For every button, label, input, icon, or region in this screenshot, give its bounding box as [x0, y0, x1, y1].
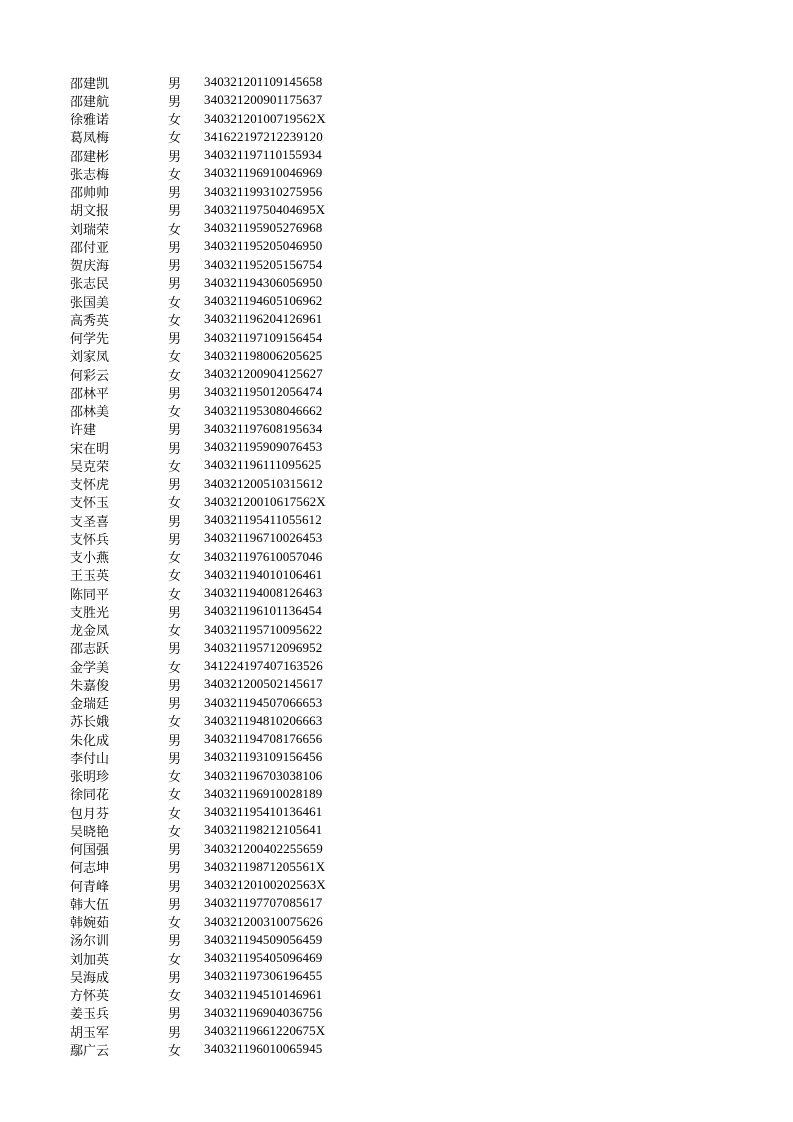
record-name: 吴克荣: [70, 459, 110, 475]
record-row: [70, 785, 410, 803]
record-name: 邵林美: [70, 405, 110, 421]
record-id-number: 340321200901175637: [204, 92, 323, 108]
record-name: 何青峰: [70, 879, 110, 895]
record-row: [70, 821, 410, 839]
record-id-number: 340321195411055612: [204, 512, 322, 528]
record-name: 宋在明: [70, 441, 110, 457]
record-gender: 男: [168, 861, 182, 877]
record-row: [70, 256, 410, 274]
record-name: 龙金凤: [70, 624, 110, 640]
record-name: 朱嘉俊: [70, 678, 110, 694]
record-name: 姜玉兵: [70, 1007, 110, 1023]
record-id-number: 34032119871205561X: [204, 858, 326, 874]
record-name: 张国美: [70, 295, 110, 311]
record-name: 支怀兵: [70, 532, 110, 548]
record-gender: 男: [168, 259, 182, 275]
record-id-number: 340321197608195634: [204, 420, 323, 436]
record-name: 支怀虎: [70, 478, 110, 494]
record-id-number: 340321199310275956: [204, 183, 323, 199]
record-id-number: 34032119661220675X: [204, 1023, 326, 1039]
record-row: [70, 803, 410, 821]
record-gender: 男: [168, 332, 182, 348]
record-gender: 女: [168, 624, 182, 640]
record-row: [70, 347, 410, 365]
record-id-number: 340321197110155934: [204, 147, 322, 163]
record-id-number: 340321196010065945: [204, 1041, 323, 1057]
record-name: 支圣喜: [70, 514, 110, 530]
record-gender: 女: [168, 715, 182, 731]
record-id-number: 340321197707085617: [204, 895, 323, 911]
record-name: 邵建航: [70, 94, 110, 110]
record-gender: 男: [168, 441, 182, 457]
record-row: [70, 128, 410, 146]
record-row: [70, 1022, 410, 1040]
record-id-number: 340321195905276968: [204, 220, 323, 236]
record-name: 吴海成: [70, 970, 110, 986]
record-name: 朱化成: [70, 733, 110, 749]
record-gender: 男: [168, 478, 182, 494]
record-row: [70, 73, 410, 91]
record-id-number: 341224197407163526: [204, 658, 323, 674]
record-name: 何学先: [70, 332, 110, 348]
record-id-number: 340321195205156754: [204, 256, 323, 272]
record-row: [70, 329, 410, 347]
record-id-number: 340321197109156454: [204, 329, 323, 345]
record-gender: 男: [168, 934, 182, 950]
record-name: 方怀英: [70, 989, 110, 1005]
record-row: [70, 639, 410, 657]
record-name: 支胜光: [70, 605, 110, 621]
record-name: 徐雅诺: [70, 113, 110, 129]
record-gender: 女: [168, 989, 182, 1005]
record-id-number: 340321194010106461: [204, 566, 323, 582]
record-name: 金瑞廷: [70, 697, 110, 713]
record-name: 贺庆海: [70, 259, 110, 275]
record-row: [70, 219, 410, 237]
record-id-number: 340321194605106962: [204, 293, 323, 309]
record-row: [70, 584, 410, 602]
record-id-number: 340321195012056474: [204, 384, 323, 400]
record-row: [70, 548, 410, 566]
record-gender: 男: [168, 386, 182, 402]
record-gender: 女: [168, 952, 182, 968]
record-gender: 男: [168, 970, 182, 986]
record-name: 何国强: [70, 843, 110, 859]
record-id-number: 340321194509056459: [204, 931, 323, 947]
record-gender: 女: [168, 222, 182, 238]
record-gender: 男: [168, 843, 182, 859]
record-id-number: 340321195909076453: [204, 439, 323, 455]
record-name: 高秀英: [70, 313, 110, 329]
record-gender: 女: [168, 569, 182, 585]
record-row: [70, 675, 410, 693]
record-name: 鄢广云: [70, 1043, 110, 1059]
record-row: [70, 858, 410, 876]
record-row: [70, 91, 410, 109]
record-gender: 男: [168, 642, 182, 658]
record-id-number: 340321195308046662: [204, 402, 323, 418]
record-row: [70, 894, 410, 912]
record-name: 邵建凯: [70, 76, 110, 92]
record-name: 刘瑞荣: [70, 222, 110, 238]
record-id-number: 340321194810206663: [204, 712, 323, 728]
record-gender: 女: [168, 660, 182, 676]
record-gender: 男: [168, 733, 182, 749]
record-row: [70, 511, 410, 529]
record-id-number: 340321198006205625: [204, 347, 323, 363]
record-name: 韩婉茹: [70, 916, 110, 932]
record-gender: 男: [168, 751, 182, 767]
record-gender: 女: [168, 551, 182, 567]
record-name: 刘加英: [70, 952, 110, 968]
record-name: 支怀玉: [70, 496, 110, 512]
record-row: [70, 986, 410, 1004]
record-gender: 男: [168, 1007, 182, 1023]
record-id-number: 340321196703038106: [204, 767, 323, 783]
record-name: 邵林平: [70, 386, 110, 402]
record-id-number: 340321195205046950: [204, 238, 323, 254]
record-row: [70, 237, 410, 255]
record-name: 韩大伍: [70, 897, 110, 913]
record-row: [70, 767, 410, 785]
record-gender: 男: [168, 514, 182, 530]
record-id-number: 340321197610057046: [204, 548, 323, 564]
record-gender: 女: [168, 405, 182, 421]
record-id-number: 340321194708176656: [204, 731, 323, 747]
record-id-number: 340321200510315612: [204, 475, 323, 491]
record-gender: 男: [168, 423, 182, 439]
record-name: 葛凤梅: [70, 131, 110, 147]
record-name: 许建: [70, 423, 97, 439]
record-name: 苏长娥: [70, 715, 110, 731]
record-row: [70, 712, 410, 730]
record-row: [70, 529, 410, 547]
record-row: [70, 566, 410, 584]
record-gender: 男: [168, 532, 182, 548]
record-gender: 女: [168, 587, 182, 603]
record-name: 邵建彬: [70, 149, 110, 165]
record-row: [70, 1004, 410, 1022]
record-row: [70, 730, 410, 748]
record-row: [70, 621, 410, 639]
record-gender: 男: [168, 678, 182, 694]
record-row: [70, 657, 410, 675]
record-name: 包月芬: [70, 806, 110, 822]
record-id-number: 34032119750404695X: [204, 201, 326, 217]
record-id-number: 340321196204126961: [204, 311, 323, 327]
record-gender: 女: [168, 295, 182, 311]
record-row: [70, 456, 410, 474]
record-id-number: 340321198212105641: [204, 822, 323, 838]
record-name: 陈同平: [70, 587, 110, 603]
record-gender: 女: [168, 350, 182, 366]
record-id-number: 340321194510146961: [204, 986, 323, 1002]
record-gender: 女: [168, 313, 182, 329]
record-row: [70, 840, 410, 858]
record-gender: 男: [168, 76, 182, 92]
record-name: 刘家凤: [70, 350, 110, 366]
record-gender: 女: [168, 167, 182, 183]
record-name: 汤尔训: [70, 934, 110, 950]
record-name: 何彩云: [70, 368, 110, 384]
record-id-number: 340321200502145617: [204, 676, 323, 692]
record-name: 金学美: [70, 660, 110, 676]
record-row: [70, 1040, 410, 1058]
record-id-number: 340321196910046969: [204, 165, 323, 181]
record-row: [70, 201, 410, 219]
record-row: [70, 310, 410, 328]
record-id-number: 340321201109145658: [204, 74, 323, 90]
record-row: [70, 493, 410, 511]
record-name: 张志梅: [70, 167, 110, 183]
record-row: [70, 438, 410, 456]
record-gender: 男: [168, 240, 182, 256]
record-id-number: 34032120100719562X: [204, 110, 326, 126]
record-id-number: 340321193109156456: [204, 749, 323, 765]
record-gender: 女: [168, 496, 182, 512]
record-id-number: 340321195710095622: [204, 621, 323, 637]
record-id-number: 340321200310075626: [204, 913, 323, 929]
record-name: 徐同花: [70, 788, 110, 804]
record-gender: 女: [168, 368, 182, 384]
record-gender: 女: [168, 113, 182, 129]
record-id-number: 340321195410136461: [204, 804, 323, 820]
record-name: 张志民: [70, 277, 110, 293]
record-id-number: 340321195405096469: [204, 950, 323, 966]
record-row: [70, 949, 410, 967]
record-row: [70, 876, 410, 894]
record-gender: 女: [168, 770, 182, 786]
record-row: [70, 748, 410, 766]
record-gender: 男: [168, 697, 182, 713]
record-gender: 男: [168, 204, 182, 220]
record-gender: 女: [168, 824, 182, 840]
record-row: [70, 365, 410, 383]
record-row: [70, 183, 410, 201]
record-name: 胡文报: [70, 204, 110, 220]
record-row: [70, 931, 410, 949]
record-row: [70, 602, 410, 620]
record-name: 何志坤: [70, 861, 110, 877]
record-name: 王玉英: [70, 569, 110, 585]
record-id-number: 34032120100202563X: [204, 877, 326, 893]
record-id-number: 340321194008126463: [204, 585, 323, 601]
record-id-number: 340321194507066653: [204, 694, 323, 710]
record-gender: 男: [168, 1025, 182, 1041]
record-gender: 女: [168, 788, 182, 804]
record-id-number: 340321196101136454: [204, 603, 322, 619]
record-gender: 女: [168, 459, 182, 475]
record-id-number: 341622197212239120: [204, 128, 323, 144]
record-name: 邵付亚: [70, 240, 110, 256]
record-gender: 男: [168, 879, 182, 895]
record-gender: 男: [168, 149, 182, 165]
record-id-number: 34032120010617562X: [204, 493, 326, 509]
record-id-number: 340321196710026453: [204, 530, 323, 546]
record-row: [70, 475, 410, 493]
record-row: [70, 967, 410, 985]
record-row: [70, 913, 410, 931]
record-gender: 男: [168, 94, 182, 110]
record-name: 邵帅帅: [70, 186, 110, 202]
record-gender: 男: [168, 277, 182, 293]
record-id-number: 340321200402255659: [204, 840, 323, 856]
record-row: [70, 420, 410, 438]
record-name: 邵志跃: [70, 642, 110, 658]
record-row: [70, 274, 410, 292]
record-name: 胡玉军: [70, 1025, 110, 1041]
record-row: [70, 164, 410, 182]
record-gender: 女: [168, 131, 182, 147]
record-name: 李付山: [70, 751, 110, 767]
record-row: [70, 146, 410, 164]
record-gender: 男: [168, 605, 182, 621]
record-row: [70, 292, 410, 310]
record-name: 支小燕: [70, 551, 110, 567]
record-name: 张明珍: [70, 770, 110, 786]
record-id-number: 340321195712096952: [204, 639, 323, 655]
record-id-number: 340321196111095625: [204, 457, 322, 473]
record-row: [70, 110, 410, 128]
record-name: 吴晓艳: [70, 824, 110, 840]
record-id-number: 340321200904125627: [204, 366, 323, 382]
record-gender: 女: [168, 1043, 182, 1059]
record-row: [70, 402, 410, 420]
record-gender: 女: [168, 916, 182, 932]
record-id-number: 340321196910028189: [204, 785, 323, 801]
record-id-number: 340321196904036756: [204, 1004, 323, 1020]
record-id-number: 340321194306056950: [204, 274, 323, 290]
records-list: [70, 73, 410, 1059]
record-gender: 男: [168, 897, 182, 913]
record-gender: 女: [168, 806, 182, 822]
record-row: [70, 694, 410, 712]
record-gender: 男: [168, 186, 182, 202]
record-id-number: 340321197306196455: [204, 968, 323, 984]
record-row: [70, 383, 410, 401]
